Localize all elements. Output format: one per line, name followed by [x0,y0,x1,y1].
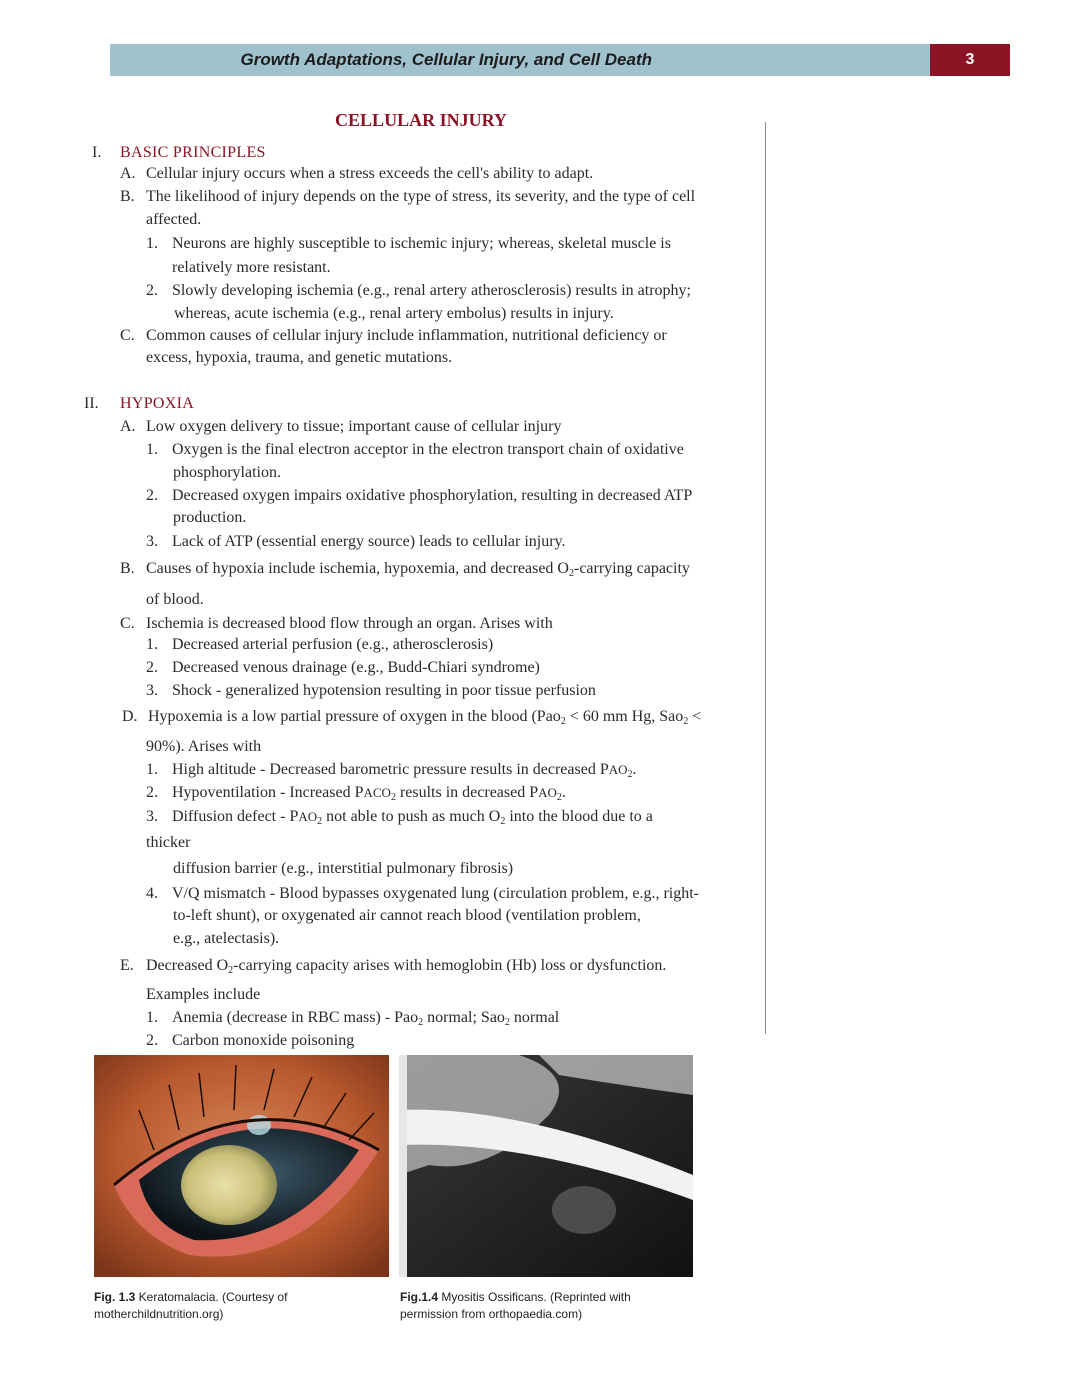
item-hypoxia-d3: 3. Diffusion defect - $PAO_2$ not able to push as much $O_2$ into the blood due to a [146,808,653,827]
item-hypoxia-b-cont: of blood. [146,591,204,608]
figure-1-3-caption: Fig. 1.3 Keratomalacia. (Courtesy of motherchildnutrition.org) [94,1290,288,1321]
item-hypoxia-a1-cont: phosphorylation. [173,464,281,481]
item-hypoxia-d4-cont: to-left shunt), or oxygenated air cannot reach blood (ventilation problem, [173,907,641,924]
section-heading-hypoxia: HYPOXIA [120,395,195,412]
item-hypoxia-c3: 3. Shock - generalized hypotension resulting in poor tissue perfusion [146,682,596,699]
item-hypoxia-d4: 4. V/Q mismatch - Blood bypasses oxygenated lung (circulation problem, e.g., right- [146,885,699,902]
running-header [110,44,1010,76]
item-hypoxia-b: B. Causes of hypoxia include ischemia, hypoxemia, and decreased $O_2$-carrying capacity [120,560,690,579]
item-hypoxia-a2-cont: production. [173,509,247,526]
item-basic-b2: 2. Slowly developing ischemia (e.g., renal artery atherosclerosis) results in atrophy; [146,282,691,299]
item-basic-b: B. The likelihood of injury depends on the type of stress, its severity, and the type of cell [120,188,696,205]
keratomalacia-image [94,1055,389,1277]
item-hypoxia-a1: 1. Oxygen is the final electron acceptor in the electron transport chain of oxidative [146,441,684,458]
running-header-title: Growth Adaptations, Cellular Injury, and Cell Death [110,44,930,76]
item-hypoxia-d3-cont2: diffusion barrier (e.g., interstitial pulmonary fibrosis) [173,860,514,877]
item-basic-c-cont: excess, hypoxia, trauma, and genetic mutations. [146,349,453,366]
item-basic-b1: 1. Neurons are highly susceptible to ischemic injury; whereas, skeletal muscle is [146,235,671,252]
item-hypoxia-c1: 1. Decreased arterial perfusion (e.g., atherosclerosis) [146,636,494,653]
item-basic-b2-cont: whereas, acute ischemia (e.g., renal artery embolus) results in injury. [174,305,614,322]
item-basic-c: C. Common causes of cellular injury include inflammation, nutritional deficiency or [120,327,667,344]
section-numeral: II. [84,395,99,412]
page-title: CELLULAR INJURY [335,110,507,130]
item-hypoxia-c2: 2. Decreased venous drainage (e.g., Budd-Chiari syndrome) [146,659,540,676]
item-hypoxia-d-cont: 90%). Arises with [146,738,262,755]
item-hypoxia-d1: 1. High altitude - Decreased barometric pressure results in decreased $PAO_2$. [146,761,637,780]
item-hypoxia-e1: 1. Anemia (decrease in RBC mass) - Pao$_2$ normal; Sao$_2$ normal [146,1009,560,1028]
item-hypoxia-d2: 2. Hypoventilation - Increased $PACO_2$ results in decreased $PAO_2$. [146,784,566,803]
item-hypoxia-a2: 2. Decreased oxygen impairs oxidative phosphorylation, resulting in decreased ATP [146,487,693,504]
figure-1-4-caption: Fig.1.4 Myositis Ossificans. (Reprinted with permission from orthopaedia.com) [400,1290,631,1321]
section-numeral: I. [92,144,102,161]
section-heading-basic-principles: BASIC PRINCIPLES [120,144,266,161]
myositis-ossificans-xray [399,1055,693,1277]
item-hypoxia-a: A. Low oxygen delivery to tissue; important cause of cellular injury [120,418,562,435]
item-hypoxia-d3-cont: thicker [146,834,191,851]
item-hypoxia-e: E. Decreased $O_2$-carrying capacity arises with hemoglobin (Hb) loss or dysfunction. [120,957,667,976]
keratomalacia-photo [94,1055,389,1277]
page-number: 3 [930,44,1010,76]
item-basic-b1-cont: relatively more resistant. [172,259,331,276]
item-hypoxia-e2: 2. Carbon monoxide poisoning [146,1032,355,1049]
item-hypoxia-c: C. Ischemia is decreased blood flow through an organ. Arises with [120,615,553,632]
item-hypoxia-e-cont: Examples include [146,986,261,1003]
item-basic-a: A. Cellular injury occurs when a stress exceeds the cell's ability to adapt. [120,165,594,182]
item-hypoxia-d: D. Hypoxemia is a low partial pressure of oxygen in the blood (Pao$_2$ < 60 mm Hg, Sao$_2$ < [122,708,702,727]
item-hypoxia-d4-cont2: e.g., atelectasis). [173,930,280,947]
column-divider [765,122,766,1034]
item-hypoxia-a3: 3. Lack of ATP (essential energy source) leads to cellular injury. [146,533,566,550]
xray-image [399,1055,693,1277]
item-basic-b-cont: affected. [146,211,202,228]
